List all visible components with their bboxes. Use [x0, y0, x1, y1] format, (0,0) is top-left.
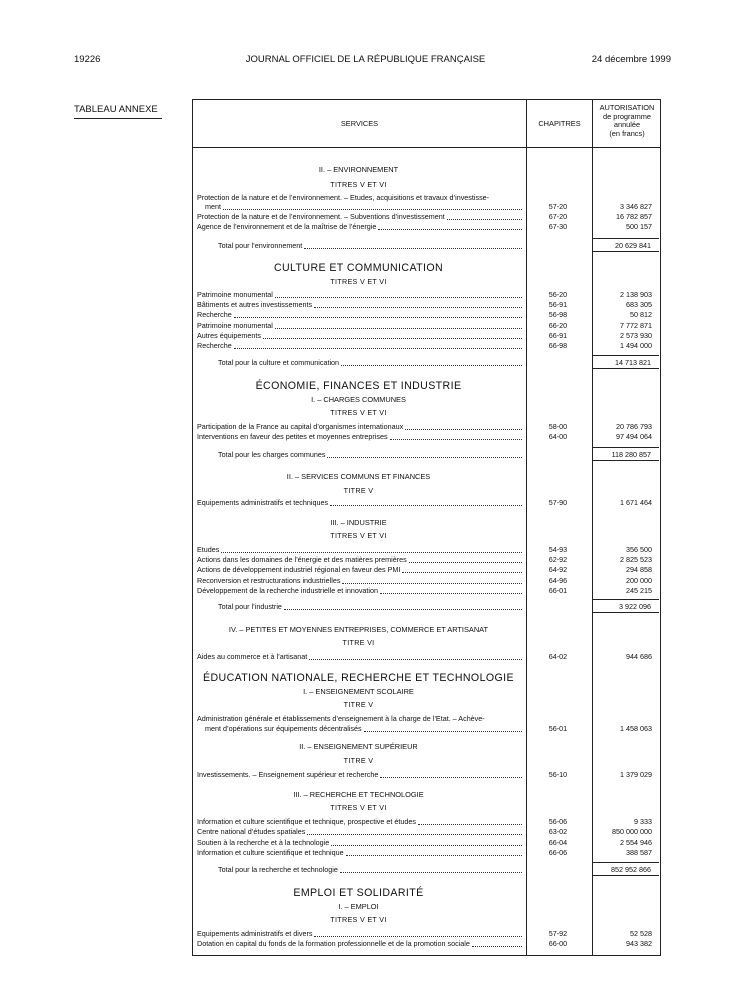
chapter-code: 66-00: [548, 939, 568, 948]
amount-value: 1 494 000: [620, 341, 652, 350]
section-heading: TITRE V: [343, 700, 374, 709]
dot-leader: [275, 291, 522, 298]
amount-value: 3 346 827: [620, 202, 652, 211]
amount-value: 52 528: [630, 929, 652, 938]
chapter-code: 66-20: [548, 321, 568, 330]
amount-value: 944 686: [626, 652, 652, 661]
chapter-code: 64-96: [548, 576, 568, 585]
dot-leader: [275, 322, 522, 329]
section-heading: ÉCONOMIE, FINANCES ET INDUSTRIE: [255, 380, 462, 392]
column-header-services: SERVICES: [340, 119, 379, 128]
line-label: Recherche: [197, 341, 232, 350]
chapter-code: 56-10: [548, 770, 568, 779]
line-label: Aides au commerce et à l’artisanat: [197, 652, 308, 661]
line-label: Agence de l’environnement et de la maîtrise de l’énergie: [197, 222, 377, 231]
dot-leader: [402, 566, 522, 573]
dot-leader: [405, 423, 522, 430]
line-label: Patrimoine monumental: [197, 290, 273, 299]
chapter-code: 67-30: [548, 222, 568, 231]
line-label: Patrimoine monumental: [197, 321, 273, 330]
header-rule: [192, 147, 661, 148]
total-label: Total pour l’industrie: [218, 602, 282, 611]
total-amount: 20 629 841: [593, 238, 659, 252]
annex-label: TABLEAU ANNEXE: [74, 104, 158, 115]
chapter-code: 57-92: [548, 929, 568, 938]
dot-leader: [380, 587, 522, 594]
amount-value: 1 458 063: [620, 724, 652, 733]
chapter-code: 56-91: [548, 300, 568, 309]
dot-leader: [223, 203, 522, 210]
section-heading: CULTURE ET COMMUNICATION: [273, 262, 444, 274]
dot-leader: [341, 359, 522, 366]
line-label: Recherche: [197, 310, 232, 319]
amount-value: 2 138 903: [620, 290, 652, 299]
chapter-code: 56-06: [548, 817, 568, 826]
autorisation-line: annulée: [613, 120, 641, 130]
autorisation-line: (en francs): [609, 128, 645, 138]
dot-leader: [390, 433, 522, 440]
line-label: Soutien à la recherche et à la technologie: [197, 838, 330, 847]
line-label: Reconversion et restructurations industrielles: [197, 576, 341, 585]
dot-leader: [327, 451, 522, 458]
line-label: Equipements administratifs et techniques: [197, 498, 329, 507]
section-heading: TITRES V ET VI: [330, 180, 387, 189]
autorisation-line: de programme: [602, 111, 652, 121]
amount-value: 1 379 029: [620, 770, 652, 779]
line-label: Actions de développement industriel régional en faveur des PMI: [197, 565, 401, 574]
line-label: Actions dans les domaines de l’énergie et des matières premières: [197, 555, 407, 564]
chapter-code: 54-93: [548, 545, 568, 554]
line-label: ment d’opérations sur équipements décentralisés: [205, 724, 362, 733]
line-label: Equipements administratifs et divers: [197, 929, 313, 938]
journal-title: JOURNAL OFFICIEL DE LA RÉPUBLIQUE FRANÇAISE: [245, 54, 486, 65]
section-heading: II. – SERVICES COMMUNS ET FINANCES: [286, 472, 431, 481]
amount-value: 16 782 857: [616, 212, 652, 221]
amount-value: 388 587: [626, 848, 652, 857]
total-label: Total pour les charges communes: [218, 450, 326, 459]
line-label: Protection de la nature et de l’environnement. – Etudes, acquisitions et travaux d’investisse-: [197, 193, 490, 202]
total-amount: 852 952 866: [593, 862, 659, 876]
dot-leader: [364, 725, 522, 732]
amount-value: 850 000 000: [612, 827, 652, 836]
dot-leader: [314, 301, 522, 308]
chapter-code: 58-00: [548, 422, 568, 431]
dot-leader: [304, 242, 522, 249]
section-heading: TITRES V ET VI: [330, 408, 387, 417]
dot-leader: [307, 828, 522, 835]
dot-leader: [234, 311, 522, 318]
chapter-code: 56-01: [548, 724, 568, 733]
dot-leader: [346, 849, 522, 856]
dot-leader: [331, 839, 522, 846]
column-header-autorisation: [593, 104, 661, 138]
chapter-code: 66-98: [548, 341, 568, 350]
chapter-code: 66-01: [548, 586, 568, 595]
line-label: Dotation en capital du fonds de la formation professionnelle et de la promotion sociale: [197, 939, 470, 948]
section-heading: TITRES V ET VI: [330, 915, 387, 924]
section-heading: IV. – PETITES ET MOYENNES ENTREPRISES, COMMERCE ET ARTISANAT: [228, 625, 489, 634]
section-heading: TITRES V ET VI: [330, 531, 387, 540]
section-heading: III. – INDUSTRIE: [330, 518, 387, 527]
amount-value: 2 573 930: [620, 331, 652, 340]
amount-value: 1 671 464: [620, 498, 652, 507]
amount-value: 200 000: [626, 576, 652, 585]
dot-leader: [340, 866, 522, 873]
issue-date: 24 décembre 1999: [591, 54, 671, 65]
chapter-code: 66-04: [548, 838, 568, 847]
dot-leader: [380, 771, 522, 778]
annex-rule: [74, 118, 162, 119]
dot-leader: [221, 546, 522, 553]
section-heading: TITRE V: [343, 486, 374, 495]
dot-leader: [418, 818, 522, 825]
line-label: Centre national d’études spatiales: [197, 827, 306, 836]
amount-value: 20 786 793: [616, 422, 652, 431]
dot-leader: [447, 213, 522, 220]
dot-leader: [309, 653, 522, 660]
total-label: Total pour la recherche et technologie: [218, 865, 338, 874]
line-label: Bâtiments et autres investissements: [197, 300, 313, 309]
amount-value: 7 772 871: [620, 321, 652, 330]
amount-value: 50 812: [630, 310, 652, 319]
line-label: Information et culture scientifique et technique, prospective et études: [197, 817, 416, 826]
chapter-code: 64-00: [548, 432, 568, 441]
section-heading: I. – ENSEIGNEMENT SCOLAIRE: [303, 687, 414, 696]
dot-leader: [378, 223, 522, 230]
chapter-code: 56-20: [548, 290, 568, 299]
amount-value: 683 305: [626, 300, 652, 309]
chapter-code: 62-92: [548, 555, 568, 564]
amount-value: 245 215: [626, 586, 652, 595]
chapter-code: 57-20: [548, 202, 568, 211]
chapter-code: 56-98: [548, 310, 568, 319]
chapter-code: 63-02: [548, 827, 568, 836]
chapter-code: 67-20: [548, 212, 568, 221]
amount-value: 943 382: [626, 939, 652, 948]
amount-value: 294 858: [626, 565, 652, 574]
chapter-code: 57-90: [548, 498, 568, 507]
total-amount: 14 713 821: [593, 355, 659, 369]
total-amount: 3 922 096: [593, 599, 659, 613]
line-label: Autres équipements: [197, 331, 261, 340]
line-label: ment: [205, 202, 221, 211]
column-header-chapitres: CHAPITRES: [538, 119, 581, 128]
page-number: 19226: [74, 54, 101, 65]
chapter-code: 64-92: [548, 565, 568, 574]
amount-value: 9 333: [634, 817, 652, 826]
amount-value: 500 157: [626, 222, 652, 231]
dot-leader: [234, 342, 522, 349]
chapter-code: 66-06: [548, 848, 568, 857]
dot-leader: [472, 940, 522, 947]
section-heading: TITRES V ET VI: [330, 277, 387, 286]
chapter-code: 66-91: [548, 331, 568, 340]
section-heading: II. – ENVIRONNEMENT: [318, 165, 399, 174]
section-heading: TITRE V: [343, 756, 374, 765]
total-label: Total pour l’environnement: [218, 241, 303, 250]
total-amount: 118 280 857: [593, 447, 659, 461]
amount-value: 356 500: [626, 545, 652, 554]
line-label: Protection de la nature et de l’environnement. – Subventions d’investissement: [197, 212, 445, 221]
line-label: Administration générale et établissements d’enseignement à la charge de l’Etat. – Achève-: [197, 714, 485, 723]
line-label: Investissements. – Enseignement supérieur et recherche: [197, 770, 379, 779]
amount-value: 97 494 064: [616, 432, 652, 441]
dot-leader: [263, 332, 522, 339]
line-label: Développement de la recherche industrielle et innovation: [197, 586, 378, 595]
section-heading: EMPLOI ET SOLIDARITÉ: [293, 887, 424, 899]
autorisation-line: AUTORISATION: [599, 103, 655, 112]
chapter-code: 64-02: [548, 652, 568, 661]
amount-value: 2 554 946: [620, 838, 652, 847]
section-heading: I. – CHARGES COMMUNES: [311, 395, 406, 404]
dot-leader: [284, 603, 522, 610]
line-label: Participation de la France au capital d’organismes internationaux: [197, 422, 404, 431]
line-label: Information et culture scientifique et technique: [197, 848, 344, 857]
dot-leader: [409, 556, 522, 563]
total-label: Total pour la culture et communication: [218, 358, 340, 367]
section-heading: TITRES V ET VI: [330, 803, 387, 812]
dot-leader: [314, 930, 522, 937]
line-label: Etudes: [197, 545, 220, 554]
section-heading: ÉDUCATION NATIONALE, RECHERCHE ET TECHNOLOGIE: [203, 672, 514, 684]
line-label: Interventions en faveur des petites et moyennes entreprises: [197, 432, 388, 441]
dot-leader: [330, 499, 522, 506]
section-heading: III. – RECHERCHE ET TECHNOLOGIE: [293, 790, 424, 799]
section-heading: II. – ENSEIGNEMENT SUPÉRIEUR: [299, 742, 418, 751]
section-heading: I. – EMPLOI: [338, 902, 379, 911]
section-heading: TITRE VI: [342, 638, 375, 647]
amount-value: 2 825 523: [620, 555, 652, 564]
dot-leader: [342, 577, 522, 584]
